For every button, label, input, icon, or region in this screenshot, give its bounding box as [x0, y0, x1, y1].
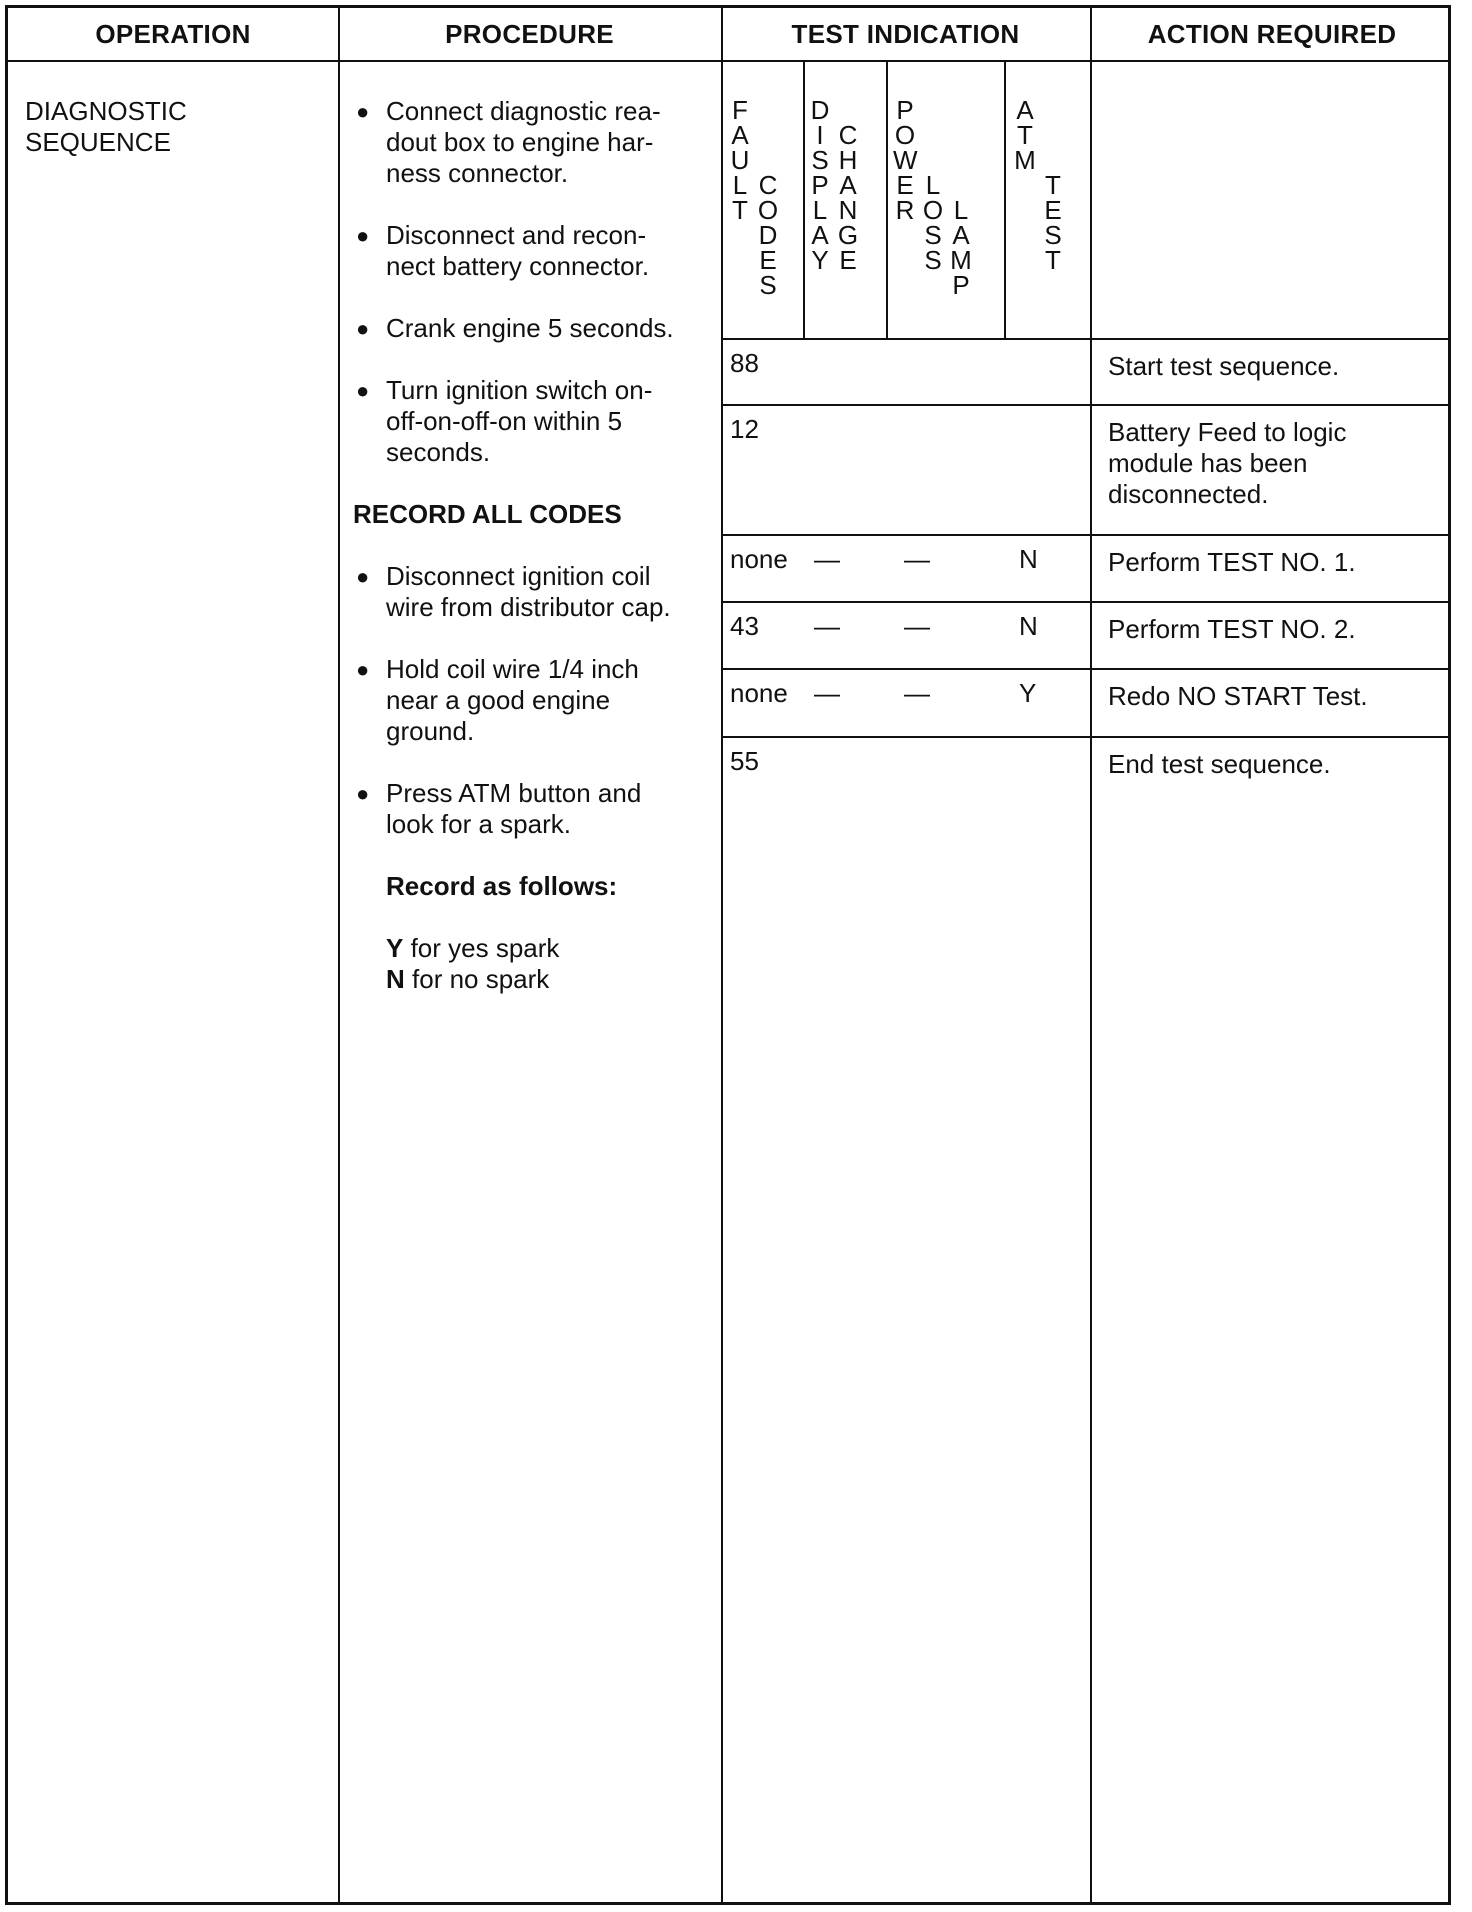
- subcolumn-divider: [803, 60, 805, 338]
- procedure-line: off-on-off-on within 5: [386, 406, 623, 436]
- action-line: End test sequence.: [1108, 749, 1331, 779]
- action-cell: [1108, 351, 1438, 382]
- fault-code-cell: 55: [730, 746, 759, 776]
- row-divider: [721, 404, 1448, 406]
- subcol-power-letters-3: L A M P: [950, 195, 972, 300]
- legend-yes: [353, 933, 713, 964]
- header-procedure: PROCEDURE: [445, 19, 614, 49]
- legend-text: for yes spark: [403, 933, 560, 963]
- diagnostic-table: [5, 5, 1451, 1905]
- procedure-step: [353, 313, 713, 344]
- row-divider: [721, 338, 1448, 340]
- legend-key: Y: [386, 933, 404, 963]
- legend-text: for no spark: [404, 964, 550, 994]
- fault-code-cell: none: [730, 678, 788, 708]
- bullet-icon: ●: [356, 564, 370, 589]
- atm-test-cell: N: [1019, 544, 1038, 574]
- subcol-atm-letters-1: A T M: [1014, 95, 1036, 175]
- subcol-fault-letters-1: F A U L T: [730, 95, 750, 225]
- procedure-step: [353, 654, 713, 747]
- row-divider: [721, 736, 1448, 738]
- action-line: Redo NO START Test.: [1108, 681, 1368, 711]
- subcol-power-letters-1: P O W E R: [893, 95, 918, 225]
- procedure-line: near a good engine: [386, 685, 611, 715]
- display-change-cell: —: [814, 611, 840, 641]
- action-line: Battery Feed to logic: [1108, 417, 1347, 447]
- action-cell: [1108, 749, 1438, 780]
- procedure-line: Press ATM button and: [386, 778, 642, 808]
- row-divider: [721, 601, 1448, 603]
- subcolumn-divider: [886, 60, 888, 338]
- header-divider: [8, 60, 1448, 62]
- record-all-codes: RECORD ALL CODES: [353, 499, 622, 529]
- operation-cell: [25, 96, 187, 158]
- header-test-indication: TEST INDICATION: [791, 19, 1020, 49]
- operation-line: DIAGNOSTIC: [25, 96, 187, 126]
- action-line: module has been: [1108, 448, 1308, 478]
- display-change-cell: —: [814, 544, 840, 574]
- fault-code-cell: 12: [730, 414, 759, 444]
- subcolumn-divider: [1004, 60, 1006, 338]
- power-loss-cell: —: [904, 678, 930, 708]
- legend-key: N: [386, 964, 405, 994]
- procedure-line: Disconnect ignition coil: [386, 561, 651, 591]
- record-as-follows: Record as follows:: [386, 871, 618, 901]
- action-cell: [1108, 547, 1438, 578]
- action-cell: [1108, 614, 1438, 645]
- bullet-icon: ●: [356, 657, 370, 682]
- bullet-icon: ●: [356, 378, 370, 403]
- row-divider: [721, 668, 1448, 670]
- subcol-fault-letters-2: C O D E S: [757, 170, 779, 300]
- action-cell: [1108, 681, 1438, 712]
- power-loss-cell: —: [904, 544, 930, 574]
- column-divider: [721, 8, 723, 1902]
- procedure-line: nect battery connector.: [386, 251, 650, 281]
- procedure-line: dout box to engine har-: [386, 127, 654, 157]
- display-change-cell: —: [814, 678, 840, 708]
- action-line: Start test sequence.: [1108, 351, 1340, 381]
- procedure-line: seconds.: [386, 437, 491, 467]
- procedure-line: Disconnect and recon-: [386, 220, 647, 250]
- power-loss-cell: —: [904, 611, 930, 641]
- procedure-cell: [353, 96, 713, 995]
- procedure-line: Crank engine 5 seconds.: [386, 313, 674, 343]
- subcol-display-letters-2: C H A N G E: [837, 120, 859, 275]
- bullet-icon: ●: [356, 99, 370, 124]
- procedure-step: [353, 96, 713, 189]
- procedure-line: wire from distributor cap.: [386, 592, 671, 622]
- row-divider: [721, 534, 1448, 536]
- fault-code-cell: none: [730, 544, 788, 574]
- procedure-step: [353, 375, 713, 468]
- procedure-step: [353, 561, 713, 623]
- subcol-atm-letters-2: T E S T: [1044, 170, 1062, 275]
- atm-test-cell: Y: [1019, 678, 1037, 708]
- fault-code-cell: 88: [730, 348, 759, 378]
- atm-test-cell: N: [1019, 611, 1038, 641]
- column-divider: [338, 8, 340, 1902]
- header-operation: OPERATION: [95, 19, 251, 49]
- column-divider: [1090, 8, 1092, 1902]
- bullet-icon: ●: [356, 223, 370, 248]
- bullet-icon: ●: [356, 781, 370, 806]
- action-line: Perform TEST NO. 2.: [1108, 614, 1356, 644]
- procedure-step: [353, 220, 713, 282]
- procedure-line: Hold coil wire 1/4 inch: [386, 654, 639, 684]
- bullet-icon: ●: [356, 316, 370, 341]
- procedure-line: Connect diagnostic rea-: [386, 96, 661, 126]
- action-line: disconnected.: [1108, 479, 1269, 509]
- procedure-line: Turn ignition switch on-: [386, 375, 653, 405]
- subcol-display-letters-1: D I S P L A Y: [810, 95, 830, 275]
- fault-code-cell: 43: [730, 611, 759, 641]
- legend-no: [353, 964, 713, 995]
- procedure-line: look for a spark.: [386, 809, 571, 839]
- action-cell: [1108, 417, 1438, 510]
- procedure-step: [353, 778, 713, 840]
- procedure-line: ground.: [386, 716, 475, 746]
- action-line: Perform TEST NO. 1.: [1108, 547, 1356, 577]
- subcol-power-letters-2: L O S S: [922, 170, 944, 275]
- operation-line: SEQUENCE: [25, 127, 171, 157]
- header-action-required: ACTION REQUIRED: [1147, 19, 1397, 49]
- procedure-line: ness connector.: [386, 158, 569, 188]
